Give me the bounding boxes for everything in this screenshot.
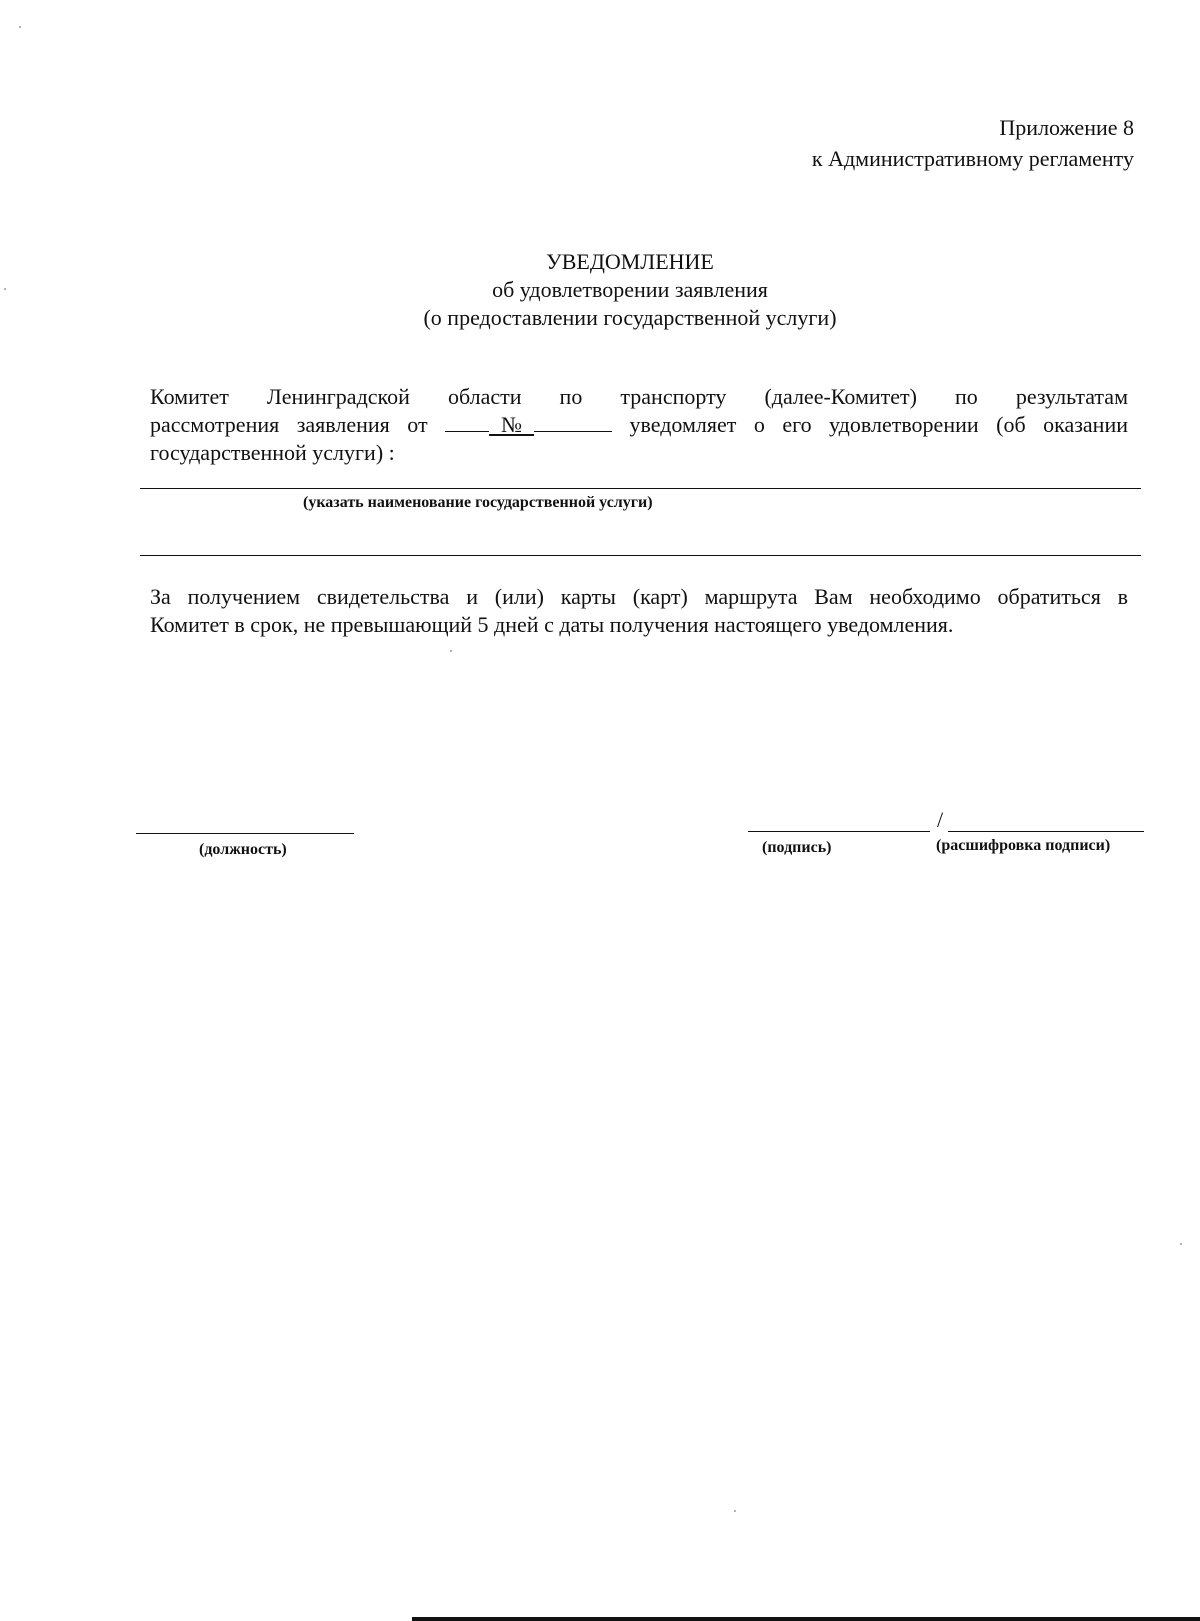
application-number-blank: [534, 413, 612, 432]
paragraph-line: государственной услуги) :: [150, 440, 395, 465]
application-date-label: рассмотрения заявления от: [150, 412, 428, 437]
document-title: УВЕДОМЛЕНИЕ: [546, 249, 714, 274]
scan-speck: [19, 26, 21, 28]
document-subtitle: об удовлетворении заявления: [492, 277, 768, 302]
scan-speck: [4, 288, 6, 290]
scan-edge-mark: [412, 1617, 1200, 1621]
service-name-line: [140, 488, 1141, 489]
signature-decoding-caption: (расшифровка подписи): [936, 837, 1111, 854]
signature-decoding-line: [948, 831, 1144, 832]
paragraph-line: За получением свидетельства и (или) карты (карт) маршрута Вам необходимо обратиться в: [150, 584, 1128, 609]
paragraph-line-with-blanks: [150, 411, 1128, 439]
signature-slash: /: [937, 807, 944, 832]
signature-caption: (подпись): [762, 839, 832, 856]
application-date-blank: [445, 413, 489, 432]
notification-text: уведомляет о его удовлетворении (об оказании: [629, 412, 1129, 437]
number-sign: №: [489, 412, 535, 437]
appendix-number: Приложение 8: [999, 115, 1134, 140]
position-line: [136, 833, 354, 834]
paragraph-line: Комитет в срок, не превышающий 5 дней с даты получения настоящего уведомления.: [150, 612, 954, 637]
service-name-caption: (указать наименование государственной услуги): [303, 494, 653, 511]
appendix-regulation: к Административному регламенту: [811, 146, 1134, 171]
scan-speck: [734, 1510, 736, 1512]
document-heading: [0, 248, 1200, 332]
scan-speck: [450, 650, 452, 652]
instructions-paragraph: [150, 583, 1128, 639]
scan-speck: [1180, 1243, 1182, 1245]
position-caption: (должность): [199, 841, 287, 858]
signature-line: [748, 831, 930, 832]
service-name-line-2: [140, 555, 1141, 556]
appendix-reference: [812, 112, 1134, 174]
document-subtitle-note: (о предоставлении государственной услуги): [423, 305, 837, 330]
paragraph-line: Комитет Ленинградской области по транспорту (далее-Комитет) по результатам: [150, 384, 1128, 409]
notification-paragraph: [150, 383, 1128, 467]
